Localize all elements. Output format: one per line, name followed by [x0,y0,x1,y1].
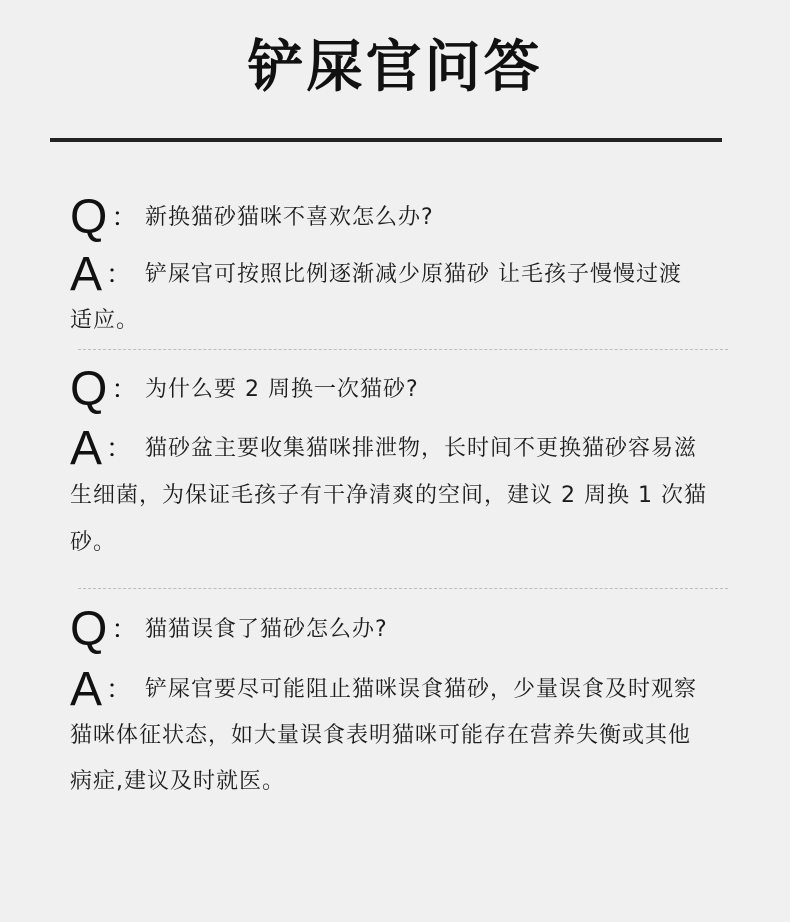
answer-text: 猫砂盆主要收集猫咪排泄物，长时间不更换猫砂容易滋 [145,435,698,461]
answer-line [70,519,707,566]
answer-letter: A [70,663,103,716]
question-row [70,605,388,655]
question-label [70,365,145,415]
question-text: 新换猫砂猫咪不喜欢怎么办? [145,205,434,230]
answer-block [70,663,698,805]
page-title: 铲屎官问答 [247,35,543,100]
answer-line [70,421,707,475]
dashed-divider [78,588,728,589]
answer-text: 铲屎官可按照比例逐渐减少原猫砂 让毛孩子慢慢过渡 [145,262,682,287]
question-colon: ： [111,203,138,233]
answer-text: 适应。 [70,308,140,333]
answer-text: 生细菌，为保证毛孩子有干净清爽的空间，建议 2 周换 1 次猫 [70,482,707,508]
answer-line [70,663,698,716]
answer-line [70,759,697,805]
question-label [70,605,145,655]
answer-label [70,665,145,715]
answer-block [70,421,707,566]
question-text: 猫猫误食了猫砂怎么办? [145,617,388,642]
answer-text: 猫咪体征状态，如大量误食表明猫咪可能存在营养失衡或其他 [70,723,692,748]
answer-letter: A [70,248,103,301]
answer-line [70,472,707,519]
title-divider [50,138,722,142]
answer-text: 病症,建议及时就医。 [70,769,285,794]
answer-colon: ： [106,675,133,705]
question-colon: ： [111,615,138,645]
answer-block [70,248,682,344]
question-label [70,193,145,243]
answer-label [70,250,145,300]
answer-colon: ： [106,260,133,290]
answer-line [70,248,682,301]
question-letter: Q [70,603,108,656]
answer-letter: A [70,421,103,475]
question-letter: Q [70,363,108,416]
question-row [70,365,419,415]
question-letter: Q [70,191,108,244]
answer-line [70,298,682,344]
question-text: 为什么要 2 周换一次猫砂? [145,377,419,402]
answer-colon: ： [106,433,133,464]
answer-text: 铲屎官要尽可能阻止猫咪误食猫砂，少量误食及时观察 [145,677,698,702]
answer-text: 砂。 [70,529,117,555]
question-row [70,193,434,243]
answer-label [70,421,145,475]
dashed-divider [78,349,728,350]
question-colon: ： [111,375,138,405]
answer-line [70,713,697,759]
